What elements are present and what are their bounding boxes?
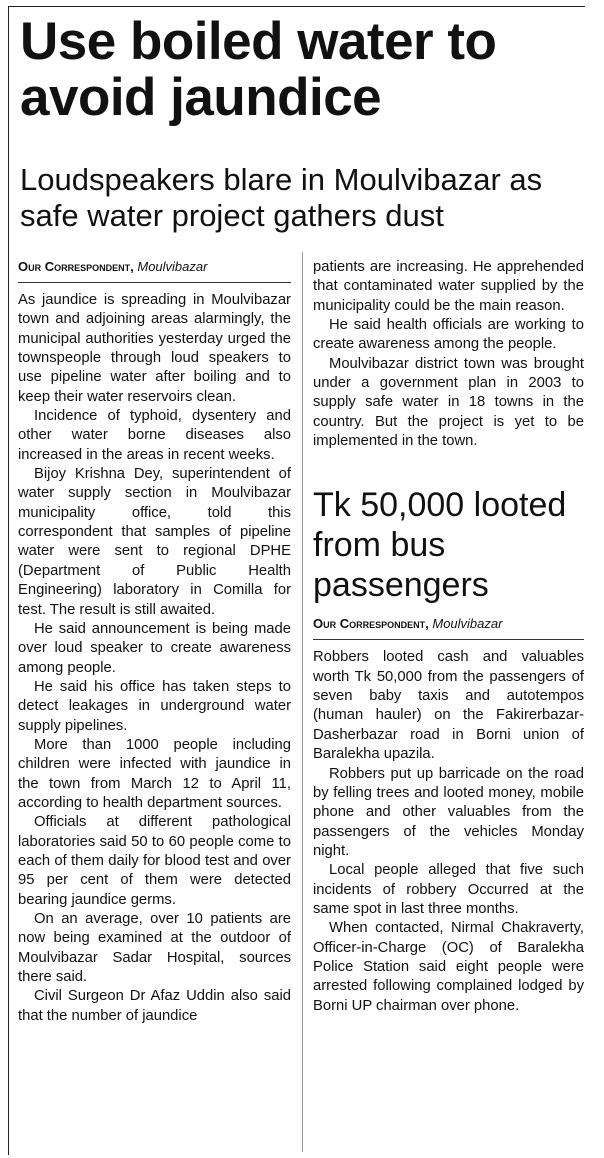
article-paragraph-continued: patients are increasing. He apprehended that contaminated water supplied by the municipality could be the main reason. [313, 259, 584, 314]
headline: Use boiled water to avoid jaundice [20, 12, 497, 127]
byline-author: Our Correspondent, [18, 259, 134, 274]
left-column [18, 258, 291, 1026]
byline-place: Moulvibazar [137, 259, 208, 274]
article-paragraph: When contacted, Nirmal Chakraverty, Officer-in-Charge (OC) of Baralekha Police Station said eight people were arrested following complained lodged by Borni UP chairman over phone. [313, 920, 584, 1014]
article-paragraph: Local people alleged that five such incidents of robbery Occurred at the same spot in last three months. [313, 862, 584, 917]
article-paragraph: He said announcement is being made over loud speaker to create awareness among people. [18, 620, 291, 676]
article-paragraph: More than 1000 people including children were infected with jaundice in the town from March 12 to April 11, according to health department sources. [18, 736, 291, 811]
byline-author: Our Correspondent, [313, 616, 429, 632]
right-column [313, 258, 584, 1016]
article-paragraph: He said his office has taken steps to detect leakages in underground water supply pipelines. [18, 678, 291, 734]
article-paragraph: Officials at different pathological laboratories said 50 to 60 people come to each of them daily for blood test and over 95 per cent of them were detected bearing jaundice germs. [18, 814, 291, 908]
second-byline [313, 615, 584, 640]
article-paragraph: Civil Surgeon Dr Afaz Uddin also said that the number of jaundice [18, 988, 291, 1024]
article-paragraph: Robbers looted cash and valuables worth Tk 50,000 from the passengers of seven baby taxis and autotempos (human hauler) on the Fakirerbazar- Dasherbazar road in Borni union of Baralekha upazila. [313, 649, 584, 763]
article-paragraph: Bijoy Krishna Dey, superintendent of water supply section in Moulvibazar municipality office, told this correspondent that samples of pipeline water were sent to regional DPHE (Department of Public Health Engineering) laboratory in Comilla for test. The result is still awaited. [18, 466, 291, 618]
second-headline: Tk 50,000 looted from bus passengers [313, 486, 567, 605]
byline [18, 258, 291, 283]
column-divider [302, 252, 303, 1152]
article-paragraph: He said health officials are working to create awareness among the people. [313, 317, 584, 353]
subheadline: Loudspeakers blare in Moulvibazar as safe water project gathers dust [20, 162, 543, 233]
byline-place: Moulvibazar [432, 616, 503, 632]
article-paragraph: Incidence of typhoid, dysentery and other water borne diseases also increased in the areas in recent weeks. [18, 408, 291, 463]
article-paragraph: Moulvibazar district town was brought under a government plan in 2003 to supply safe water in 18 towns in the country. But the project is yet to be implemented in the town. [313, 355, 584, 450]
article-paragraph: As jaundice is spreading in Moulvibazar town and adjoining areas alarmingly, the municipal authorities yesterday urged the townspeople through loud speakers to use pipeline water after boiling and to keep their water reservoirs clean. [18, 292, 291, 405]
article-paragraph: Robbers put up barricade on the road by felling trees and looted money, mobile phone and other valuables from the passengers of the vehicles Monday night. [313, 765, 584, 859]
article-paragraph: On an average, over 10 patients are now being examined at the outdoor of Moulvibazar Sadar Hospital, sources there said. [18, 911, 291, 986]
